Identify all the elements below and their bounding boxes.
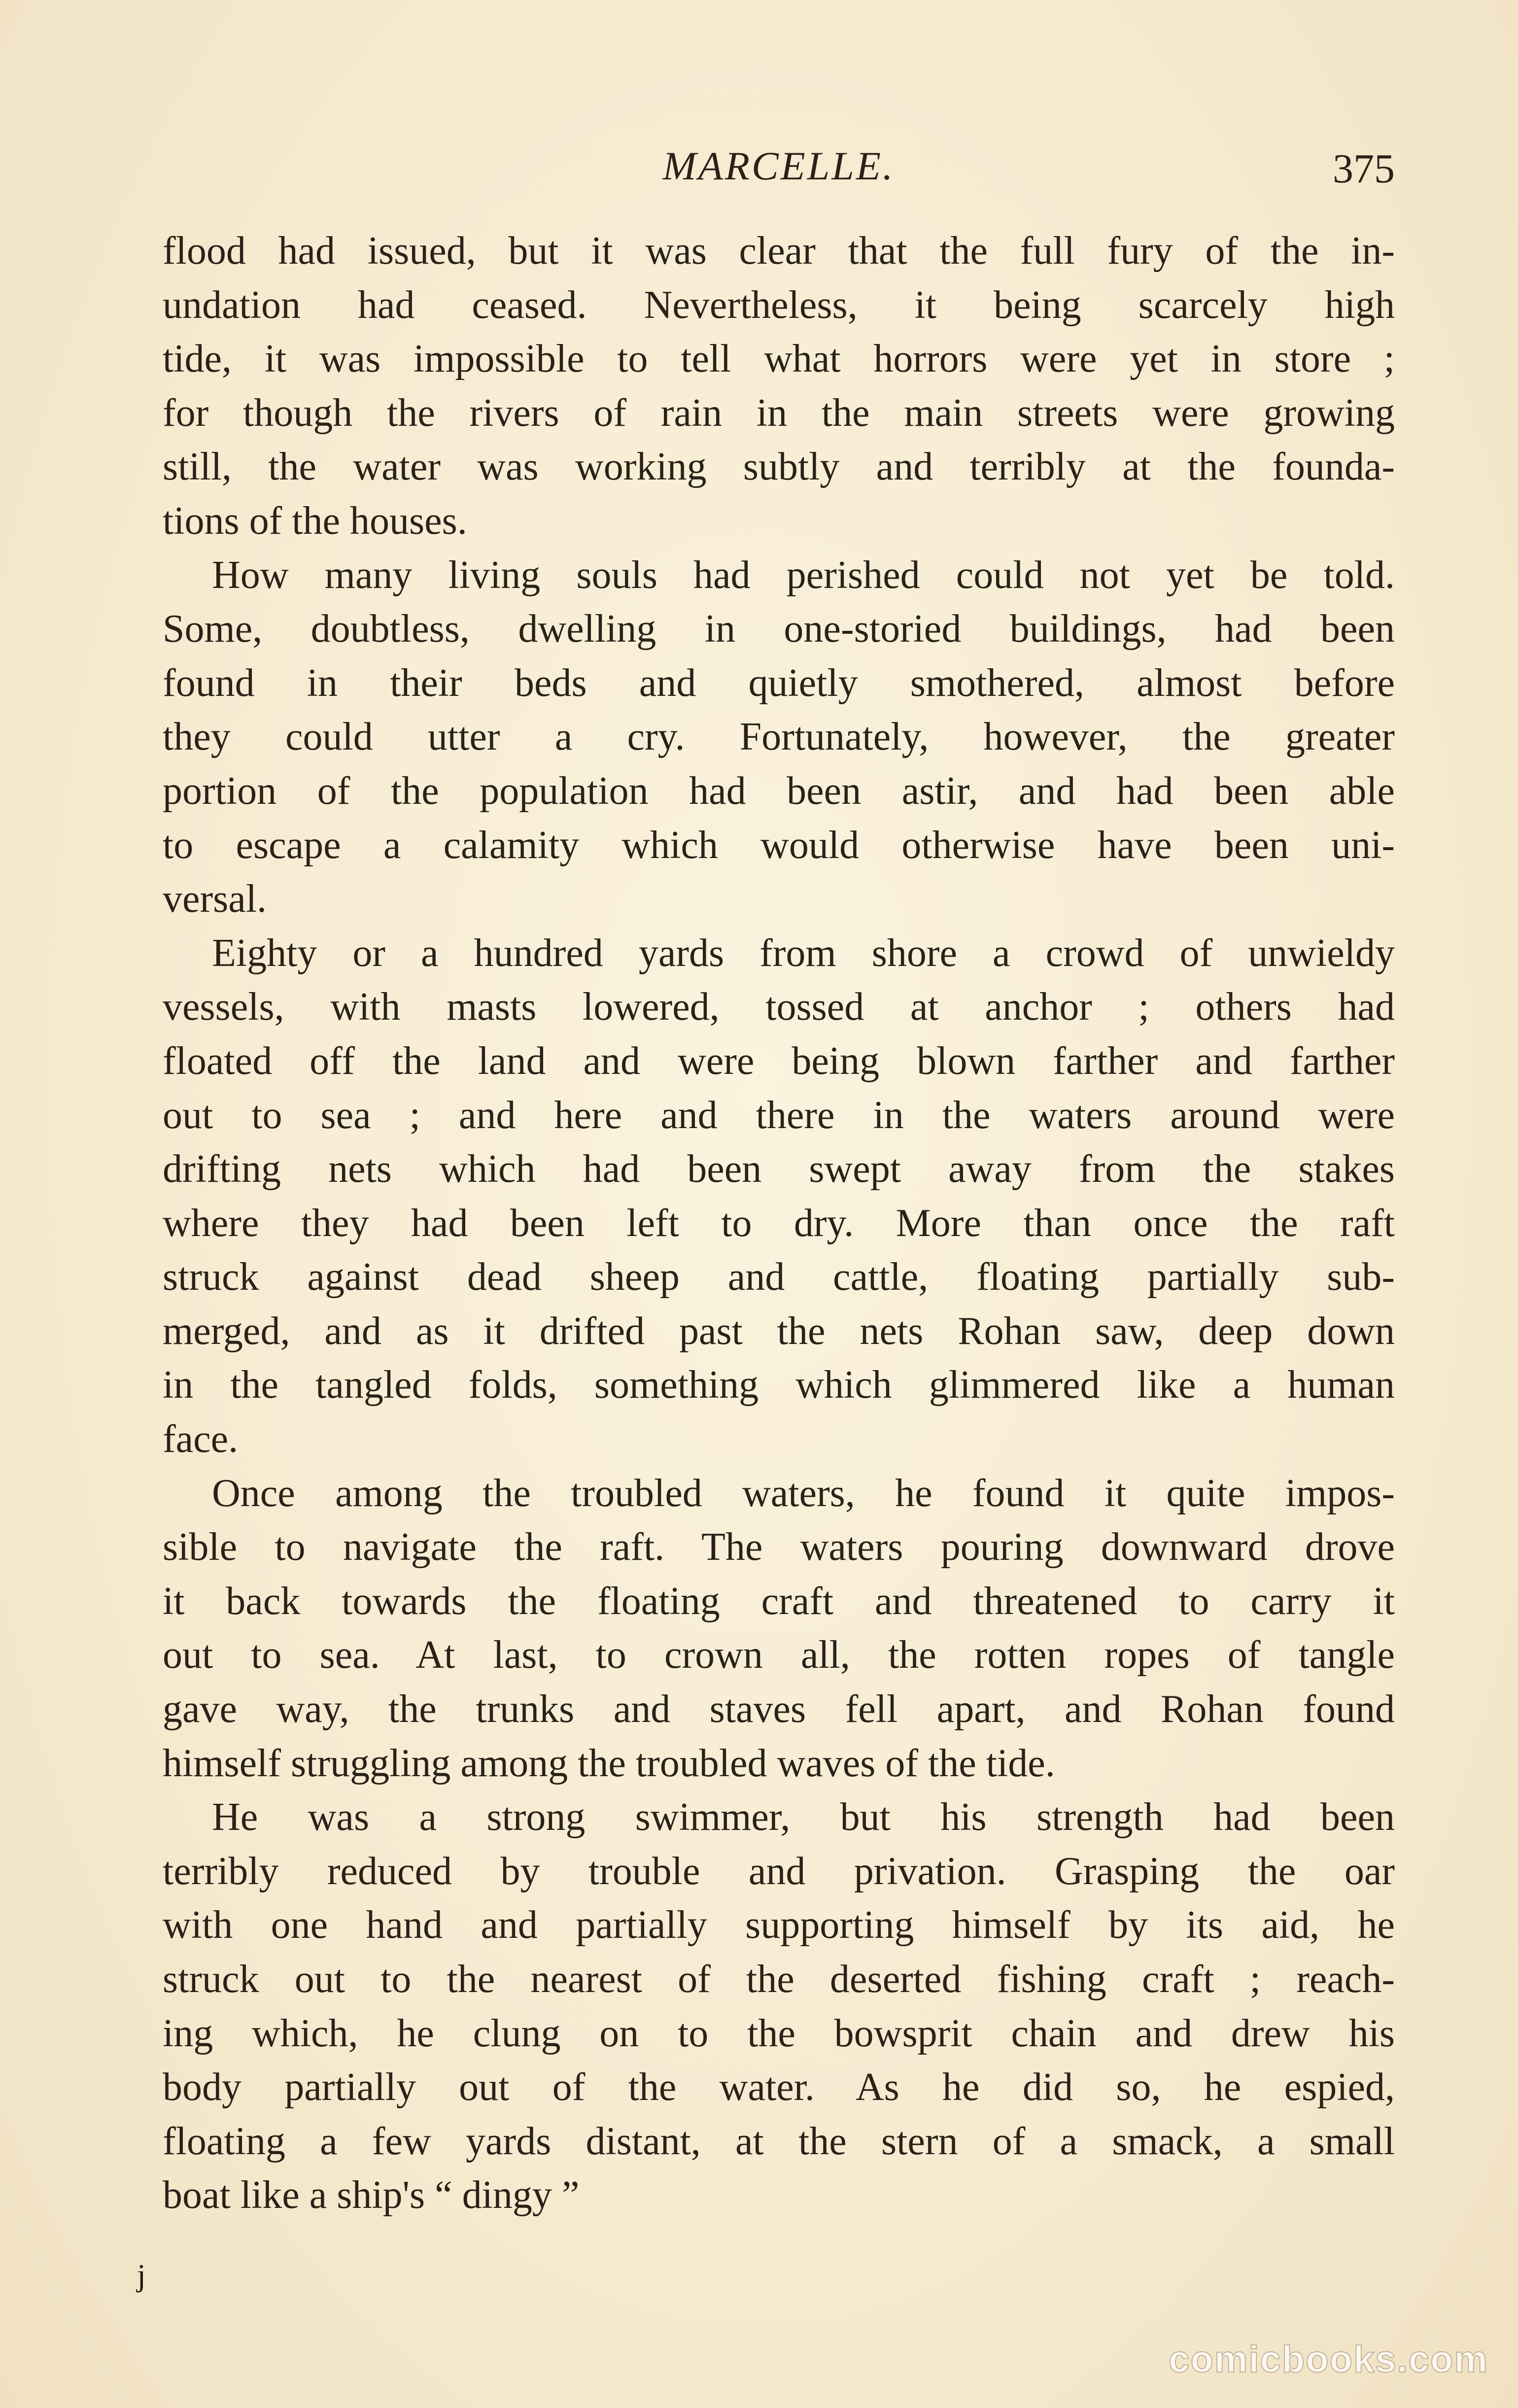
stray-print-mark: j [137, 2258, 146, 2293]
text-line: floating a few yards distant, at the stern of a smack, a small [163, 2119, 1395, 2163]
text-line: struck out to the nearest of the deserted fishing craft ; reach- [163, 1958, 1395, 2001]
text-line: terribly reduced by trouble and privation. Grasping the oar [163, 1849, 1395, 1893]
text-line: body partially out of the water. As he did so, he espied, [163, 2065, 1395, 2109]
text-line: tide, it was impossible to tell what horrors were yet in store ; [163, 337, 1395, 381]
text-line: to escape a calamity which would otherwise have been uni- [163, 823, 1395, 867]
text-line: Some, doubtless, dwelling in one-storied buildings, had been [163, 607, 1395, 651]
text-line: versal. [163, 877, 267, 921]
text-line: they could utter a cry. Fortunately, however, the greater [163, 715, 1395, 759]
text-line: undation had ceased. Nevertheless, it being scarcely high [163, 283, 1395, 327]
text-line: merged, and as it drifted past the nets Rohan saw, deep down [163, 1309, 1395, 1353]
text-line: struck against dead sheep and cattle, floating partially sub- [163, 1255, 1395, 1299]
paragraph [163, 927, 1395, 1467]
running-head [163, 133, 1395, 192]
watermark-text: comicbooks.com [1169, 2339, 1488, 2380]
text-line: ing which, he clung on to the bowsprit chain and drew his [163, 2011, 1395, 2055]
text-line: for though the rivers of rain in the main streets were growing [163, 391, 1395, 435]
text-line: where they had been left to dry. More than once the raft [163, 1201, 1395, 1245]
text-line: boat like a ship's “ dingy ” [163, 2173, 580, 2217]
text-line: out to sea ; and here and there in the waters around were [163, 1093, 1395, 1137]
text-line: found in their beds and quietly smothered, almost before [163, 661, 1395, 705]
body-text [163, 224, 1395, 2223]
text-line: with one hand and partially supporting himself by its aid, he [163, 1903, 1395, 1947]
paragraph [163, 224, 1395, 549]
text-line: face. [163, 1417, 239, 1461]
paragraph [163, 1467, 1395, 1791]
text-line: himself struggling among the troubled waves of the tide. [163, 1741, 1055, 1785]
paragraph [163, 1790, 1395, 2223]
text-line: He was a strong swimmer, but his strength had been [212, 1795, 1395, 1839]
text-line: vessels, with masts lowered, tossed at anchor ; others had [163, 985, 1395, 1029]
text-line: still, the water was working subtly and terribly at the founda- [163, 445, 1395, 489]
text-line: drifting nets which had been swept away from the stakes [163, 1147, 1395, 1191]
text-line: How many living souls had perished could not yet be told. [212, 553, 1395, 597]
text-line: Eighty or a hundred yards from shore a crowd of unwieldy [212, 931, 1395, 975]
text-line: it back towards the floating craft and threatened to carry it [163, 1579, 1395, 1623]
text-line: tions of the houses. [163, 499, 467, 543]
paragraph [163, 549, 1395, 927]
text-line: portion of the population had been astir, and had been able [163, 769, 1395, 813]
text-line: floated off the land and were being blown farther and farther [163, 1039, 1395, 1083]
text-line: out to sea. At last, to crown all, the rotten ropes of tangle [163, 1633, 1395, 1677]
text-line: sible to navigate the raft. The waters pouring downward drove [163, 1525, 1395, 1569]
text-line: Once among the troubled waters, he found it quite impos- [212, 1471, 1395, 1515]
page-number: 375 [1333, 146, 1395, 192]
text-line: in the tangled folds, something which glimmered like a human [163, 1363, 1395, 1407]
text-line: gave way, the trunks and staves fell apart, and Rohan found [163, 1687, 1395, 1731]
running-title: MARCELLE. [662, 143, 895, 188]
text-line: flood had issued, but it was clear that the full fury of the in- [163, 229, 1395, 273]
